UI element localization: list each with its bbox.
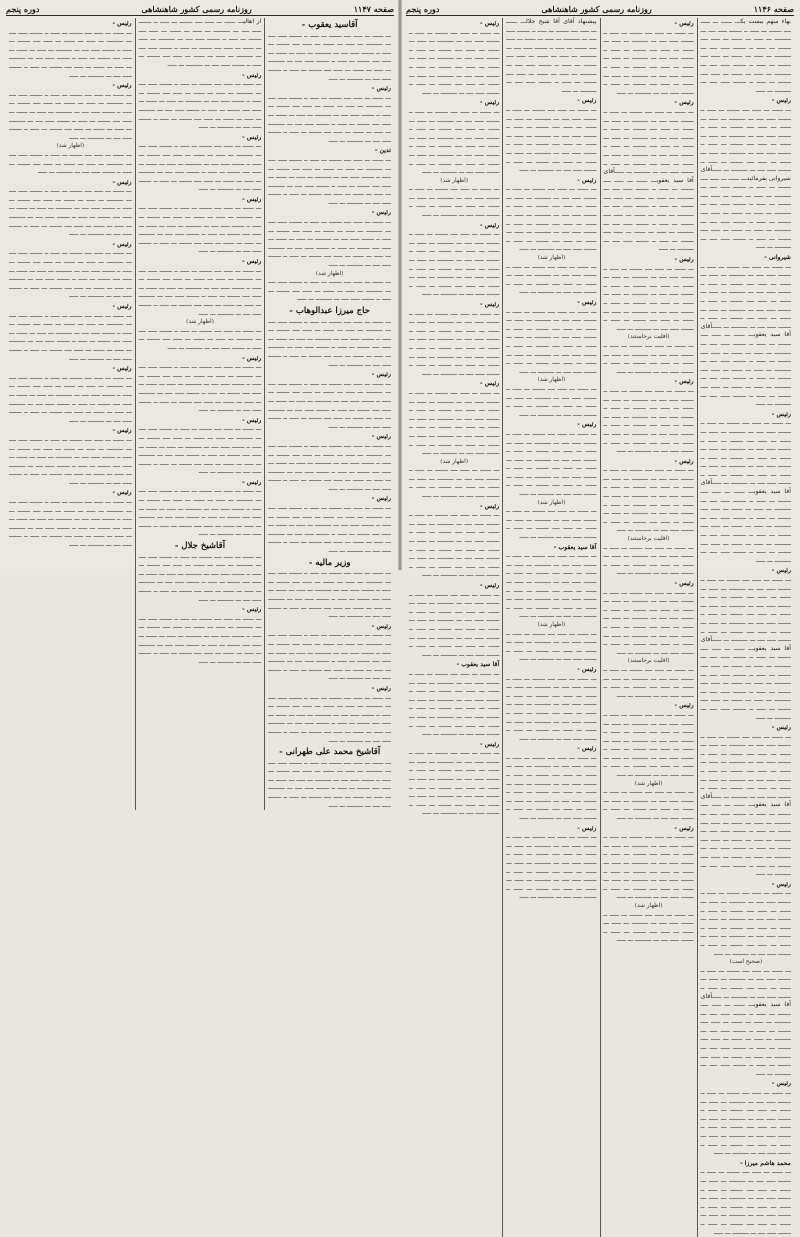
body-text: بهاء سهم بیست یک (740, 18, 791, 25)
speaker-label: محمد هاشم میرزا - (740, 1159, 791, 1167)
body-text-lines: ـــ ــــــ ـــ ـــــ ــــ ـــــــ ـــ ـــــ ــ ـــــــ ـــــ ــــ ـــ ـــــــــ ـــ ـــــ ـــ ــــــ ـــ ـــــ ــــ ـــــــ ـــ ـــــ ــ ـــــــ ـــــ ــــ ـــ ـــــــــ ـــ ـــــ ـــ ــــــ ـــ ـــــ ــــ ـــــــ ـــ ـــــ ــ ـــــــ ـــــ ــــ ـــ ـــــــــ ـــ ـــــ ـــ ــــــ ـــ ـــــ ــــ ـــــــ ـــ ـــــ ــ ـــــــ ـــــ ــــ ـــ ـــــــــ ـــ ـــــ (8, 311, 132, 362)
body-text-lines: ـــ ــــــ ـــ ـــــ ــــ ـــــــ ـــ ـــــ ــ ـــــــ ـــــ ــــ ـــ ـــــــــ ـــ ـــــ ـــ ــــــ ـــ ـــــ ــــ ـــــــ ـــ ـــــ ــ ـــــــ ـــــ ــــ ـــ ـــــــــ ـــ ـــــ ـــ ــــــ ـــ ـــــ ــــ ـــــــ ـــ ـــــ ــ ـــــــ ـــــ ــــ ـــ ـــــــــ ـــ ـــــ ـــ ــــــ ـــ ـــــ ــــ ـــــــ ـــ ـــــ ــ ـــــــ ـــــ ــــ ـــ ـــــــــ ـــ ـــــ (8, 373, 132, 424)
body-text-lines: ـــ ــــــ ـــ ـــــ ــــ ـــــــ ـــ ـــــ ــ ـــــــ ـــــ ــــ ـــ ـــــــــ ـــ ـــــ ـــ ــــــ ـــ ـــــ ــــ ـــــــ ـــ ـــــ ــ ـــــــ ـــــ ــــ ـــ ـــــــــ ـــ ـــــ (268, 278, 391, 303)
body-text-lines: ـــ ــــــ ـــ ـــــ ــــ ـــــــ ـــ ـــــ ــ ـــــــ ـــــ ــــ ـــ ـــــــــ ـــ ـــــ ـــ ــــــ ـــ ـــــ ــــ ـــــــ ـــ ـــــ ــ ـــــــ ـــــ ــــ ـــ ـــــــــ ـــ ـــــ ـــ ــــــ ـــ ـــــ ــــ ـــــــ ـــ ـــــ ــ ـــــــ ـــــ ــــ ـــ ـــــــــ ـــ ـــــ ـــ ــــــ ـــ ـــــ ــــ ـــــــ ـــ ـــــ ــ ـــــــ ـــــ ــــ ـــ ـــــــــ ـــ ـــــ (138, 18, 262, 68)
right-page-header (406, 4, 794, 16)
speaker-label: رئیس - (771, 97, 791, 105)
speaker-label: رئیس - (242, 478, 262, 486)
stage-note: (اظهار شد) (537, 499, 566, 506)
body-text-lines: ـــ ــــــ ـــ ـــــ ــــ ـــــــ ـــ ـــــ ــ ـــــــ ـــــ ــــ ـــ ـــــــــ ـــ ـــــ ـــ ــــــ ـــ ـــــ ــــ ـــــــ ـــ ـــــ ــ ـــــــ ـــــ ــــ ـــ ـــــــــ ـــ ـــــ ـــ ــــــ ـــ ـــــ ــــ ـــــــ ـــ ـــــ ــ ـــــــ ـــــ ــــ ـــ ـــــــــ ـــ ـــــ ـــ ــــــ ـــ ـــــ ــــ ـــــــ ـــ ـــــ ــ ـــــــ ـــــ ــــ ـــ ـــــــــ ـــ ـــــ (268, 569, 391, 620)
speaker-label: رئیس - (371, 371, 391, 379)
body-text-lines: ـــ ــــــ ـــ ـــــ ــــ ـــــــ ـــ ـــــ ــ ـــــــ ـــــ ــــ ـــ ـــــــــ ـــ ـــــ ـــ ــــــ ـــ ـــــ ــــ ـــــــ ـــ ـــــ ــ ـــــــ ـــــ ــــ ـــ ـــــــــ ـــ ـــــ ـــ ــــــ ـــ ـــــ ــــ ـــــــ ـــ ـــــ ــ ـــــــ ـــــ ــــ ـــ ـــــــــ ـــ ـــــ ـــ ــــــ ـــ ـــــ ــــ ـــــــ ـــ ـــــ ــ ـــــــ ـــــ ــــ ـــ ـــــــــ ـــ ـــــ (138, 80, 262, 131)
left-page-columns (6, 18, 394, 810)
stage-note: (اظهار شد) (634, 902, 663, 909)
speaker-label: رئیس - (112, 303, 132, 310)
body-text: آقای شیروانی بفرمائید (700, 166, 791, 182)
body-text-lines: ـــ ــــــ ـــ ـــــ ــــ ـــــــ ـــ ـــــ ــ ـــــــ ـــــ ــــ ـــ ـــــــــ ـــ ـــــ ـــ ــــــ ـــ ـــــ ــــ ـــــــ ـــ ـــــ ــ ـــــــ ـــــ ــــ ـــ ـــــــــ ـــ ـــــ ـــ ــــــ ـــ ـــــ ــــ ـــــــ ـــ ـــــ ــ ـــــــ ـــــ ــــ ـــ ـــــــــ ـــ ـــــ ـــ ــــــ ـــ ـــــ ــــ ـــــــ ـــ ـــــ ــ ـــــــ ـــــ ــــ ـــ ـــــــــ ـــ ـــــ (268, 31, 391, 82)
left-page-column (264, 18, 394, 810)
body-text-lines: ـــ ــــــ ـــ ـــــ ــــ ـــــــ ـــ ـــــ ــ ـــــــ ـــــ ــــ ـــ ـــــــــ ـــ ـــــ ـــ ــــــ ـــ ـــــ ــــ ـــــــ ـــ ـــــ ــ ـــــــ ـــــ ــــ ـــ ـــــــــ ـــ ـــــ ـــ ــــــ ـــ ـــــ ــــ ـــــــ ـــ ـــــ ــ ـــــــ ـــــ ــــ ـــ ـــــــــ ـــ ـــــ ـــ ــــــ ـــ ـــــ ــــ ـــــــ ـــ ـــــ ــ ـــــــ ـــــ ــــ ـــ ـــــــــ ـــ ـــــ (506, 753, 597, 822)
body-text-lines: ـــ ــــــ ـــ ـــــ ــــ ـــــــ ـــ ـــــ ــ ـــــــ ـــــ ــــ ـــ ـــــــــ ـــ ـــــ ـــ ــــــ ـــ ـــــ ــــ ـــــــ ـــ ـــــ ــ ـــــــ ـــــ ــــ ـــ ـــــــــ ـــ ـــــ ـــ ــــــ ـــ ـــــ ــــ ـــــــ ـــ ـــــ ــ ـــــــ ـــــ ــــ ـــ ـــــــــ ـــ ـــــ ـــ ــــــ ـــ ـــــ ــــ ـــــــ ـــ ـــــ ــ ـــــــ ـــــ ــــ ـــ ـــــــــ ـــ ـــــ (138, 204, 262, 255)
body-text-lines: ـــ ــــــ ـــ ـــــ ــــ ـــــــ ـــ ـــــ ــ ـــــــ ـــــ ــــ ـــ ـــــــــ ـــ ـــــ ـــ ــــــ ـــ ـــــ ــــ ـــــــ ـــ ـــــ ــ ـــــــ ـــــ ــــ ـــ ـــــــــ ـــ ـــــ ـــ ــــــ ـــ ـــــ ــــ ـــــــ ـــ ـــــ ــ ـــــــ ـــــ ــــ ـــ ـــــــــ ـــ ـــــ ـــ ــــــ ـــ ـــــ ــــ ـــــــ ـــ ـــــ ــ ـــــــ ـــــ ــــ ـــ ـــــــــ ـــ ـــــ (409, 749, 500, 817)
speaker-label: رئیس - (480, 301, 500, 308)
right-page-columns (406, 18, 794, 1237)
speaker-label: رئیس - (480, 502, 500, 510)
speaker-label: رئیس - (771, 1080, 791, 1088)
body-text-lines: ـــ ــــــ ـــ ـــــ ــــ ـــــــ ـــ ـــــ ــ ـــــــ ـــــ ــــ ـــ ـــــــــ ـــ ـــــ ـــ ــــــ ـــ ـــــ ــــ ـــــــ ـــ ـــــ ــ ـــــــ ـــــ ــــ ـــ ـــــــــ ـــ ـــــ ـــ ــــــ ـــ ـــــ ــــ ـــــــ ـــ ـــــ ــ ـــــــ ـــــ ــــ ـــ ـــــــــ ـــ ـــــ ـــ ــــــ ـــ ـــــ ــــ ـــــــ ـــ ـــــ ــ ـــــــ ـــــ ــــ ـــ ـــــــــ ـــ ـــــ (268, 155, 391, 206)
stage-note: (اظهار شد) (537, 621, 566, 628)
body-text-lines: ـــ ــــــ ـــ ـــــ ــــ ـــــــ ـــ ـــــ ــ ـــــــ ـــــ ــــ ـــ ـــــــــ ـــ ـــــ ـــ ــــــ ـــ ـــــ ــــ ـــــــ ـــ ـــــ ــ ـــــــ ـــــ ــــ ـــ ـــــــــ ـــ ـــــ ـــ ــــــ ـــ ـــــ ــــ ـــــــ ـــ ـــــ ــ ـــــــ ـــــ ــــ ـــ ـــــــــ ـــ ـــــ ـــ ــــــ ـــ ـــــ ــــ ـــــــ ـــ ـــــ ــ ـــــــ ـــــ ــــ ـــ ـــــــــ ـــ ـــــ (268, 693, 391, 744)
body-text-lines: ـــ ــــــ ـــ ـــــ ــــ ـــــــ ـــ ـــــ ــ ـــــــ ـــــ ــــ ـــ ـــــــــ ـــ ـــــ ـــ ــــــ ـــ ـــــ ــــ ـــــــ ـــ ـــــ ــ ـــــــ ـــــ ــــ ـــ ـــــــــ ـــ ـــــ ـــ ــــــ ـــ ـــــ ــــ ـــــــ ـــ ـــــ ــ ـــــــ ـــــ ــــ ـــ ـــــــــ ـــ ـــــ ـــ ــــــ ـــ ـــــ ــــ ـــــــ ـــ ـــــ ــ ـــــــ ـــــ ــــ ـــ ـــــــــ ـــ ـــــ (268, 504, 391, 555)
body-text-lines: ـــ ــــــ ـــ ـــــ ــــ ـــــــ ـــ ـــــ ــ ـــــــ ـــــ ــــ ـــ ـــــــــ ـــ ـــــ ـــ ــــــ ـــ ـــــ ــــ ـــــــ ـــ ـــــ ــ ـــــــ ـــــ ــــ ـــ ـــــــــ ـــ ـــــ ـــ ــــــ ـــ ـــــ ــــ ـــــــ ـــ ـــــ ــ ـــــــ ـــــ ــــ ـــ ـــــــــ ـــ ـــــ ـــ ــــــ ـــ ـــــ ــــ ـــــــ ـــ ـــــ ــ ـــــــ ـــــ ــــ ـــ ـــــــــ ـــ ـــــ (268, 218, 391, 269)
body-text-lines: ـــ ــــــ ـــ ـــــ ــــ ـــــــ ـــ ـــــ ــ ـــــــ ـــــ ــــ ـــ ـــــــــ ـــ ـــــ ـــ ــــــ ـــ ـــــ ــــ ـــــــ ـــ ـــــ ــ ـــــــ ـــــ ــــ ـــ ـــــــــ ـــ ـــــ ـــ ــــــ ـــ ـــــ ــــ ـــــــ ـــ ـــــ ــ ـــــــ ـــــ ــــ ـــ ـــــــــ ـــ ـــــ ـــ ــــــ ـــ ـــــ ــــ ـــــــ ـــ ـــــ ــ ـــــــ ـــــ ــــ ـــ ـــــــــ ـــ ـــــ (700, 576, 791, 644)
stage-note: (اقلیت برخاستند) (627, 658, 670, 665)
body-text-lines: ـــ ــــــ ـــ ـــــ ــــ ـــــــ ـــ ـــــ ــ ـــــــ ـــــ ــــ ـــ ـــــــــ ـــ ـــــ ـــ ــــــ ـــ ـــــ ــــ ـــــــ ـــ ـــــ ــ ـــــــ ـــــ ــــ ـــ ـــــــــ ـــ ـــــ ـــ ــــــ ـــ ـــــ ــــ ـــــــ ـــ ـــــ ــ ـــــــ ـــــ ــــ ـــ ـــــــــ ـــ ـــــ ـــ ــــــ ـــ ـــــ ــــ ـــــــ ـــ ـــــ ــ ـــــــ ـــــ ــــ ـــ ـــــــــ ـــ ـــــ (8, 435, 132, 486)
body-text-lines: ـــ ــــــ ـــ ـــــ ــــ ـــــــ ـــ ـــــ ــ ـــــــ ـــــ ــــ ـــ ـــــــــ ـــ ـــــ ـــ ــــــ ـــ ـــــ ــــ ـــــــ ـــ ـــــ ــ ـــــــ ـــــ ــــ ـــ ـــــــــ ـــ ـــــ ـــ ــــــ ـــ ـــــ ــــ ـــــــ ـــ ـــــ ــ ـــــــ ـــــ ــــ ـــ ـــــــــ ـــ ـــــ ـــ ــــــ ـــ ـــــ ــــ ـــــــ ـــ ـــــ ــ ـــــــ ـــــ ــــ ـــ ـــــــــ ـــ ـــــ (506, 674, 597, 742)
stage-note: (اقلیت برخاستند) (627, 334, 670, 341)
body-text: آقای آقا سید یعقوب (700, 322, 791, 339)
body-text-lines: ـــ ــــــ ـــ ـــــ ــــ ـــــــ ـــ ـــــ ــ ـــــــ ـــــ ــــ ـــ ـــــــــ ـــ ـــــ ـــ ــــــ ـــ ـــــ ــــ ـــــــ ـــ ـــــ ــ ـــــــ ـــــ ــــ ـــ ـــــــــ ـــ ـــــ (603, 665, 694, 699)
body-text-lines: ـــ ــــــ ـــ ـــــ ــــ ـــــــ ـــ ـــــ ــ ـــــــ ـــــ ــــ ـــ ـــــــــ ـــ ـــــ ـــ ــــــ ـــ ـــــ ــــ ـــــــ ـــ ـــــ ــ ـــــــ ـــــ ــــ ـــ ـــــــــ ـــ ـــــ ـــ ــــــ ـــ ـــــ ــــ ـــــــ ـــ ـــــ ــ ـــــــ ـــــ ــــ ـــ ـــــــــ ـــ ـــــ ـــ ــــــ ـــ ـــــ ــــ ـــــــ ـــ ـــــ ــ ـــــــ ـــــ ــــ ـــ ـــــــــ ـــ ـــــ (506, 307, 597, 375)
stage-note: (صحیح است) (729, 959, 763, 966)
speaker-label: تدین - (374, 147, 391, 155)
body-text-lines: ـــ ــــــ ـــ ـــــ ــــ ـــــــ ـــ ـــــ ــ ـــــــ ـــــ ــــ ـــ ـــــــــ ـــ ـــــ ـــ ــــــ ـــ ـــــ ــــ ـــــــ ـــ ـــــ ــ ـــــــ ـــــ ــــ ـــ ـــــــــ ـــ ـــــ ـــ ــــــ ـــ ـــــ ــــ ـــــــ ـــ ـــــ ــ ـــــــ ـــــ ــــ ـــ ـــــــــ ـــ ـــــ ـــ ــــــ ـــ ـــــ ــــ ـــــــ ـــ ـــــ ــ ـــــــ ـــــ ــــ ـــ ـــــــــ ـــ ـــــ (506, 833, 597, 901)
left-page-column (6, 18, 135, 810)
right-page-number: صفحه ۱۱۴۶ (753, 4, 794, 14)
body-text-lines: ـــ ــــــ ـــ ـــــ ــــ ـــــــ ـــ ـــــ ــ ـــــــ ـــــ ــــ ـــ ـــــــــ ـــ ـــــ ـــ ــــــ ـــ ـــــ ــــ ـــــــ ـــ ـــــ ــ ـــــــ ـــــ ــــ ـــ ـــــــــ ـــ ـــــ ـــ ــــــ ـــ ـــــ ــــ ـــــــ ـــ ـــــ ــ ـــــــ ـــــ ــــ ـــ ـــــــــ ـــ ـــــ ـــ ــــــ ـــ ـــــ ــــ ـــــــ ـــ ـــــ ــ ـــــــ ـــــ ــــ ـــ ـــــــــ ـــ ـــــ (700, 1001, 791, 1077)
speaker-label: رئیس - (674, 20, 694, 27)
speaker-label: رئیس - (480, 740, 500, 748)
speaker-label: رئیس - (577, 745, 597, 753)
body-text-lines: ـــ ــــــ ـــ ـــــ ــــ ـــــــ ـــ ـــــ ــ ـــــــ ـــــ ــــ ـــ ـــــــــ ـــ ـــــ ـــ ــــــ ـــ ـــــ ــــ ـــــــ ـــ ـــــ ــ ـــــــ ـــــ ــــ ـــ ـــــــــ ـــ ـــــ (700, 966, 791, 1000)
body-text-lines: ـــ ــــــ ـــ ـــــ ــــ ـــــــ ـــ ـــــ ــ ـــــــ ـــــ ــــ ـــ ـــــــــ ـــ ـــــ ـــ ــــــ ـــ ـــــ ــــ ـــــــ ـــ ـــــ ــ ـــــــ ـــــ ــــ ـــ ـــــــــ ـــ ـــــ ـــ ــــــ ـــ ـــــ ــــ ـــــــ ـــ ـــــ ــ ـــــــ ـــــ ــــ ـــ ـــــــــ ـــ ـــــ ـــ ــــــ ـــ ـــــ ــــ ـــــــ ـــ ـــــ ــ ـــــــ ـــــ ــــ ـــ ـــــــــ ـــ ـــــ (506, 185, 597, 253)
section-heading: آقاشیخ محمد علی طهرانی - (279, 747, 381, 758)
body-text-lines: ـــ ــــــ ـــ ـــــ ــــ ـــــــ ـــ ـــــ ــ ـــــــ ـــــ ــــ ـــ ـــــــــ ـــ ـــــ ـــ ــــــ ـــ ـــــ ــــ ـــــــ ـــ ـــــ ــ ـــــــ ـــــ ــــ ـــ ـــــــــ ـــ ـــــ ـــ ــــــ ـــ ـــــ ــــ ـــــــ ـــ ـــــ ــ ـــــــ ـــــ ــــ ـــ ـــــــــ ـــ ـــــ ـــ ــــــ ـــ ـــــ ــــ ـــــــ ـــ ـــــ ــ ـــــــ ـــــ ــــ ـــ ـــــــــ ـــ ـــــ (603, 710, 694, 779)
stage-note: (اظهار شد) (56, 143, 85, 150)
section-heading: وزیر مالیه - (308, 557, 351, 568)
speaker-label: رئیس - (112, 82, 132, 90)
left-page-session: دوره پنجم (6, 4, 40, 14)
body-text-lines: ـــ ــــــ ـــ ـــــ ــــ ـــــــ ـــ ـــــ ــ ـــــــ ـــــ ــــ ـــ ـــــــــ ـــ ـــــ ـــ ــــــ ـــ ـــــ ــــ ـــــــ ـــ ـــــ ــ ـــــــ ـــــ ــــ ـــ ـــــــــ ـــ ـــــ ـــ ــــــ ـــ ـــــ ــــ ـــــــ ـــ ـــــ ــ ـــــــ ـــــ ــــ ـــ ـــــــــ ـــ ـــــ ـــ ــــــ ـــ ـــــ ــــ ـــــــ ـــ ـــــ ــ ـــــــ ـــــ ــــ ـــ ـــــــــ ـــ ـــــ (700, 801, 791, 878)
body-text-lines: ـــ ــــــ ـــ ـــــ ــــ ـــــــ ـــ ـــــ ــ ـــــــ ـــــ ــــ ـــ ـــــــــ ـــ ـــــ ـــ ــــــ ـــ ـــــ ــــ ـــــــ ـــ ـــــ ــ ـــــــ ـــــ ــــ ـــ ـــــــــ ـــ ـــــ ـــ ــــــ ـــ ـــــ ــــ ـــــــ ـــ ـــــ ــ ـــــــ ـــــ ــــ ـــ ـــــــــ ـــ ـــــ ـــ ــــــ ـــ ـــــ ــــ ـــــــ ـــ ـــــ ــ ـــــــ ـــــ ــــ ـــ ـــــــــ ـــ ـــــ (409, 388, 500, 457)
speaker-label: رئیس - (480, 582, 500, 589)
body-text-lines: ـــ ــــــ ـــ ـــــ ــــ ـــــــ ـــ ـــــ ــ ـــــــ ـــــ ــــ ـــ ـــــــــ ـــ ـــــ ـــ ــــــ ـــ ـــــ ــــ ـــــــ ـــ ـــــ ــ ـــــــ ـــــ ــــ ـــ ـــــــــ ـــ ـــــ ـــ ــــــ ـــ ـــــ ــــ ـــــــ ـــ ـــــ ــ ـــــــ ـــــ ــــ ـــ ـــــــــ ـــ ـــــ ـــ ــــــ ـــ ـــــ ــــ ـــــــ ـــ ـــــ ــ ـــــــ ـــــ ــــ ـــ ـــــــــ ـــ ـــــ (8, 187, 132, 238)
speaker-label: رئیس - (371, 209, 391, 217)
body-text-lines: ـــ ــــــ ـــ ـــــ ــــ ـــــــ ـــ ـــــ ــ ـــــــ ـــــ ــــ ـــ ـــــــــ ـــ ـــــ ـــ ــــــ ـــ ـــــ ــــ ـــــــ ـــ ـــــ ــ ـــــــ ـــــ ــــ ـــ ـــــــــ ـــ ـــــ ـــ ــــــ ـــ ـــــ ــــ ـــــــ ـــ ـــــ ــ ـــــــ ـــــ ــــ ـــ ـــــــــ ـــ ـــــ ـــ ــــــ ـــ ـــــ ــــ ـــــــ ـــ ـــــ ــ ـــــــ ـــــ ــــ ـــ ـــــــــ ـــ ـــــ (138, 552, 262, 603)
speaker-label: رئیس - (674, 256, 694, 264)
body-text-lines: ـــ ــــــ ـــ ـــــ ــــ ـــــــ ـــ ـــــ ــ ـــــــ ـــــ ــــ ـــ ـــــــــ ـــ ـــــ ـــ ــــــ ـــ ـــــ ــــ ـــــــ ـــ ـــــ ــ ـــــــ ـــــ ــــ ـــ ـــــــــ ـــ ـــــ ـــ ــــــ ـــ ـــــ ــــ ـــــــ ـــ ـــــ ــ ـــــــ ـــــ ــــ ـــ ـــــــــ ـــ ـــــ ـــ ــــــ ـــ ـــــ ــــ ـــــــ ـــ ـــــ ــ ـــــــ ـــــ ــــ ـــ ـــــــــ ـــ ـــــ (603, 176, 694, 253)
body-text-lines: ـــ ــــــ ـــ ـــــ ــــ ـــــــ ـــ ـــــ ــ ـــــــ ـــــ ــــ ـــ ـــــــــ ـــ ـــــ ـــ ــــــ ـــ ـــــ ــــ ـــــــ ـــ ـــــ ــ ـــــــ ـــــ ــــ ـــ ـــــــــ ـــ ـــــ ـــ ــــــ ـــ ـــــ ــــ ـــــــ ـــ ـــــ ــ ـــــــ ـــــ ــــ ـــ ـــــــــ ـــ ـــــ ـــ ــــــ ـــ ـــــ ــــ ـــــــ ـــ ـــــ ــ ـــــــ ـــــ ــــ ـــ ـــــــــ ـــ ـــــ (268, 631, 391, 682)
right-page-column (600, 18, 697, 1237)
body-text-lines: ـــ ــــــ ـــ ـــــ ــــ ـــــــ ـــ ـــــ ــ ـــــــ ـــــ ــــ ـــ ـــــــــ ـــ ـــــ ـــ ــــــ ـــ ـــــ ــــ ـــــــ ـــ ـــــ ــ ـــــــ ـــــ ــــ ـــ ـــــــــ ـــ ـــــ ـــ ــــــ ـــ ـــــ ــــ ـــــــ ـــ ـــــ ــ ـــــــ ـــــ ــــ ـــ ـــــــــ ـــ ـــــ ـــ ــــــ ـــ ـــــ ــــ ـــــــ ـــ ـــــ ــ ـــــــ ـــــ ــــ ـــ ـــــــــ ـــ ـــــ (138, 142, 262, 193)
body-text-lines: ـــ ــــــ ـــ ـــــ ــــ ـــــــ ـــ ـــــ ــ ـــــــ ـــــ ــــ ـــ ـــــــــ ـــ ـــــ ـــ ــــــ ـــ ـــــ ــــ ـــــــ ـــ ـــــ ــ ـــــــ ـــــ ــــ ـــ ـــــــــ ـــ ـــــ ـــ ــــــ ـــ ـــــ ــــ ـــــــ ـــ ـــــ ــ ـــــــ ـــــ ــــ ـــ ـــــــــ ـــ ـــــ ـــ ــــــ ـــ ـــــ ــــ ـــــــ ـــ ـــــ ــ ـــــــ ـــــ ــــ ـــ ـــــــــ ـــ ـــــ (268, 379, 391, 430)
body-text-lines: ـــ ــــــ ـــ ـــــ ــــ ـــــــ ـــ ـــــ ــ ـــــــ ـــــ ــــ ـــ ـــــــــ ـــ ـــــ ـــ ــــــ ـــ ـــــ ــــ ـــــــ ـــ ـــــ ــ ـــــــ ـــــ ــــ ـــ ـــــــــ ـــ ـــــ ـــ ــــــ ـــ ـــــ ــــ ـــــــ ـــ ـــــ ــ ـــــــ ـــــ ــــ ـــ ـــــــــ ـــ ـــــ ـــ ــــــ ـــ ـــــ ــــ ـــــــ ـــ ـــــ ــ ـــــــ ـــــ ــــ ـــ ـــــــــ ـــ ـــــ (700, 1089, 791, 1157)
speaker-label: رئیس - (242, 354, 262, 362)
speaker-label: رئیس - (674, 580, 694, 587)
body-text: پیشنهاد آقای آقا شیخ جلال (525, 18, 597, 25)
speaker-label: رئیس - (112, 489, 132, 497)
speaker-label: رئیس - (242, 416, 262, 424)
body-text-lines: ـــ ــــــ ـــ ـــــ ــــ ـــــــ ـــ ـــــ ــ ـــــــ ـــــ ــــ ـــ ـــــــــ ـــ ـــــ ـــ ــــــ ـــ ـــــ ــــ ـــــــ ـــ ـــــ ــ ـــــــ ـــــ ــــ ـــ ـــــــــ ـــ ـــــ (8, 150, 132, 176)
speaker-label: رئیس - (674, 99, 694, 107)
speaker-label: رئیس - (771, 410, 791, 418)
body-text: آقای آقا سید یعقوب (700, 792, 791, 809)
body-text-lines: ـــ ــــــ ـــ ـــــ ــــ ـــــــ ـــ ـــــ ــ ـــــــ ـــــ ــــ ـــ ـــــــــ ـــ ـــــ ـــ ــــــ ـــ ـــــ ــــ ـــــــ ـــ ـــــ ــ ـــــــ ـــــ ــــ ـــ ـــــــــ ـــ ـــــ ـــ ــــــ ـــ ـــــ ــــ ـــــــ ـــ ـــــ ــ ـــــــ ـــــ ــــ ـــ ـــــــــ ـــ ـــــ ـــ ــــــ ـــ ـــــ ــــ ـــــــ ـــ ـــــ ــ ـــــــ ـــــ ــــ ـــ ـــــــــ ـــ ـــــ (268, 441, 391, 492)
body-text-lines: ـــ ــــــ ـــ ـــــ ــــ ـــــــ ـــ ـــــ ــ ـــــــ ـــــ ــــ ـــ ـــــــــ ـــ ـــــ ـــ ــــــ ـــ ـــــ ــــ ـــــــ ـــ ـــــ ــ ـــــــ ـــــ ــــ ـــ ـــــــــ ـــ ـــــ ـــ ــــــ ـــ ـــــ ــــ ـــــــ ـــ ـــــ ــ ـــــــ ـــــ ــــ ـــ ـــــــــ ـــ ـــــ ـــ ــــــ ـــ ـــــ ــــ ـــــــ ـــ ـــــ ــ ـــــــ ـــــ ــــ ـــ ـــــــــ ـــ ـــــ (700, 18, 791, 94)
body-text-lines: ـــ ــــــ ـــ ـــــ ــــ ـــــــ ـــ ـــــ ــ ـــــــ ـــــ ــــ ـــ ـــــــــ ـــ ـــــ ـــ ــــــ ـــ ـــــ ــــ ـــــــ ـــ ـــــ ــ ـــــــ ـــــ ــــ ـــ ـــــــــ ـــ ـــــ ـــ ــــــ ـــ ـــــ ــــ ـــــــ ـــ ـــــ ــ ـــــــ ـــــ ــــ ـــ ـــــــــ ـــ ـــــ ـــ ــــــ ـــ ـــــ ــــ ـــــــ ـــ ـــــ ــ ـــــــ ـــــ ــــ ـــ ـــــــــ ـــ ـــــ (409, 309, 500, 377)
stage-note: (اقلیت برخاستند) (627, 536, 670, 543)
speaker-label: رئیس - (371, 495, 391, 503)
speaker-label: رئیس - (674, 378, 694, 386)
speaker-label: آقا سید یعقوب - (456, 661, 500, 669)
body-text-lines: ـــ ــــــ ـــ ـــــ ــــ ـــــــ ـــ ـــــ ــ ـــــــ ـــــ ــــ ـــ ـــــــــ ـــ ـــــ ـــ ــــــ ـــ ـــــ ــــ ـــــــ ـــ ـــــ ــ ـــــــ ـــــ ــــ ـــ ـــــــــ ـــ ـــــ ـــ ــــــ ـــ ـــــ ــــ ـــــــ ـــ ـــــ ــ ـــــــ ـــــ ــــ ـــ ـــــــــ ـــ ـــــ ـــ ــــــ ـــ ـــــ ــــ ـــــــ ـــ ـــــ ــ ـــــــ ـــــ ــــ ـــ ـــــــــ ـــ ـــــ (700, 419, 791, 487)
body-text-lines: ـــ ــــــ ـــ ـــــ ــــ ـــــــ ـــ ـــــ ــ ـــــــ ـــــ ــــ ـــ ـــــــــ ـــ ـــــ ـــ ــــــ ـــ ـــــ ــــ ـــــــ ـــ ـــــ ــ ـــــــ ـــــ ــــ ـــ ـــــــــ ـــ ـــــ ـــ ــــــ ـــ ـــــ ــــ ـــــــ ـــ ـــــ ــ ـــــــ ـــــ ــــ ـــ ـــــــــ ـــ ـــــ ـــ ــــــ ـــ ـــــ ــــ ـــــــ ـــ ـــــ ــ ـــــــ ـــــ ــــ ـــ ـــــــــ ـــ ـــــ (8, 90, 132, 141)
speaker-label: رئیس - (577, 176, 597, 184)
speaker-label: رئیس - (112, 427, 132, 435)
body-text-lines: ـــ ــــــ ـــ ـــــ ــــ ـــــــ ـــ ـــــ ــ ـــــــ ـــــ ــــ ـــ ـــــــــ ـــ ـــــ ـــ ــــــ ـــ ـــــ ــــ ـــــــ ـــ ـــــ ــ ـــــــ ـــــ ــــ ـــ ـــــــــ ـــ ـــــ ـــ ــــــ ـــ ـــــ ــــ ـــــــ ـــ ـــــ ــ ـــــــ ـــــ ــــ ـــ ـــــــــ ـــ ـــــ ـــ ــــــ ـــ ـــــ ــــ ـــــــ ـــ ـــــ ــ ـــــــ ـــــ ــــ ـــ ـــــــــ ـــ ـــــ (506, 429, 597, 498)
stage-note: (اظهار شد) (537, 377, 566, 384)
body-text: آقای آقا سید یعقوب (700, 992, 791, 1009)
speaker-label: رئیس - (242, 133, 262, 141)
body-text-lines: ـــ ــــــ ـــ ـــــ ــــ ـــــــ ـــ ـــــ ــ ـــــــ ـــــ ــــ ـــ ـــــــــ ـــ ـــــ ـــ ــــــ ـــ ـــــ ــــ ـــــــ ـــ ـــــ ــ ـــــــ ـــــ ــــ ـــ ـــــــــ ـــ ـــــ ـــ ــــــ ـــ ـــــ ــــ ـــــــ ـــ ـــــ ــ ـــــــ ـــــ ــــ ـــ ـــــــــ ـــ ـــــ ـــ ــــــ ـــ ـــــ ــــ ـــــــ ـــ ـــــ ــ ـــــــ ـــــ ــــ ـــ ـــــــــ ـــ ـــــ (138, 614, 262, 665)
left-page-masthead: روزنامه رسمی کشور شاهنشاهی (141, 4, 252, 14)
left-page-header (6, 4, 394, 16)
body-text-lines: ـــ ــــــ ـــ ـــــ ــــ ـــــــ ـــ ـــــ ــ ـــــــ ـــــ ــــ ـــ ـــــــــ ـــ ـــــ ـــ ــــــ ـــ ـــــ ــــ ـــــــ ـــ ـــــ ــ ـــــــ ـــــ ــــ ـــ ـــــــــ ـــ ـــــ ـــ ــــــ ـــ ـــــ ــــ ـــــــ ـــ ـــــ ــ ـــــــ ـــــ ــــ ـــ ـــــــــ ـــ ـــــ ـــ ــــــ ـــ ـــــ ــــ ـــــــ ـــ ـــــ ــ ـــــــ ـــــ ــــ ـــ ـــــــــ ـــ ـــــ (268, 758, 391, 809)
body-text-lines: ـــ ــــــ ـــ ـــــ ــــ ـــــــ ـــ ـــــ ــ ـــــــ ـــــ ــــ ـــ ـــــــــ ـــ ـــــ ـــ ــــــ ـــ ـــــ ــــ ـــــــ ـــ ـــــ ــ ـــــــ ـــــ ــــ ـــ ـــــــــ ـــ ـــــ (409, 185, 500, 219)
body-text-lines: ـــ ــــــ ـــ ـــــ ــــ ـــــــ ـــ ـــــ ــ ـــــــ ـــــ ــــ ـــ ـــــــــ ـــ ـــــ ـــ ــــــ ـــ ـــــ ــــ ـــــــ ـــ ـــــ ــ ـــــــ ـــــ ــــ ـــ ـــــــــ ـــ ـــــ ـــ ــــــ ـــ ـــــ ــــ ـــــــ ـــ ـــــ ــ ـــــــ ـــــ ــــ ـــ ـــــــــ ـــ ـــــ ـــ ــــــ ـــ ـــــ ــــ ـــــــ ـــ ـــــ ــ ـــــــ ـــــ ــــ ـــ ـــــــــ ـــ ـــــ (700, 105, 791, 174)
body-text-lines: ـــ ــــــ ـــ ـــــ ــــ ـــــــ ـــ ـــــ ــ ـــــــ ـــــ ــــ ـــ ـــــــــ ـــ ـــــ ـــ ــــــ ـــ ـــــ ــــ ـــــــ ـــ ـــــ ــ ـــــــ ـــــ ــــ ـــ ـــــــــ ـــ ـــــ (603, 341, 694, 375)
speaker-label: رئیس - (242, 258, 262, 266)
speaker-label: رئیس - (674, 702, 694, 710)
body-text-lines: ـــ ــــــ ـــ ـــــ ــــ ـــــــ ـــ ـــــ ــ ـــــــ ـــــ ــــ ـــ ـــــــــ ـــ ـــــ ـــ ــــــ ـــ ـــــ ــــ ـــــــ ـــ ـــــ ــ ـــــــ ـــــ ــــ ـــ ـــــــــ ـــ ـــــ ـــ ــــــ ـــ ـــــ ــــ ـــــــ ـــ ـــــ ــ ـــــــ ـــــ ــــ ـــ ـــــــــ ـــ ـــــ ـــ ــــــ ـــ ـــــ ــــ ـــــــ ـــ ـــــ ــ ـــــــ ـــــ ــــ ـــ ـــــــــ ـــ ـــــ (409, 511, 500, 579)
left-page-number: صفحه ۱۱۴۷ (353, 4, 394, 14)
speaker-label: رئیس - (577, 97, 597, 105)
stage-note: (اظهار شد) (537, 255, 566, 262)
stage-note: (اظهار شد) (440, 458, 468, 465)
right-page-column (406, 18, 502, 1237)
body-text-lines: ـــ ــــــ ـــ ـــــ ــــ ـــــــ ـــ ـــــ ــ ـــــــ ـــــ ــــ ـــ ـــــــــ ـــ ـــــ ـــ ــــــ ـــ ـــــ ــــ ـــــــ ـــ ـــــ ــ ـــــــ ـــــ ــــ ـــ ـــــــــ ـــ ـــــ ـــ ــــــ ـــ ـــــ ــــ ـــــــ ـــ ـــــ ــ ـــــــ ـــــ ــــ ـــ ـــــــــ ـــ ـــــ ـــ ــــــ ـــ ـــــ ــــ ـــــــ ـــ ـــــ ــ ـــــــ ـــــ ــــ ـــ ـــــــــ ـــ ـــــ (603, 833, 694, 901)
book-gutter (398, 0, 402, 570)
body-text-lines: ـــ ــــــ ـــ ـــــ ــــ ـــــــ ـــ ـــــ ــ ـــــــ ـــــ ــــ ـــ ـــــــــ ـــ ـــــ ـــ ــــــ ـــ ـــــ ــــ ـــــــ ـــ ـــــ ــ ـــــــ ـــــ ــــ ـــ ـــــــــ ـــ ـــــ ـــ ــــــ ـــ ـــــ ــــ ـــــــ ـــ ـــــ ــ ـــــــ ـــــ ــــ ـــ ـــــــــ ـــ ـــــ ـــ ــــــ ـــ ـــــ ــــ ـــــــ ـــ ـــــ ــ ـــــــ ـــــ ــــ ـــ ـــــــــ ـــ ـــــ (700, 262, 791, 330)
body-text-lines: ـــ ــــــ ـــ ـــــ ــــ ـــــــ ـــ ـــــ ــ ـــــــ ـــــ ــــ ـــ ـــــــــ ـــ ـــــ ـــ ــــــ ـــ ـــــ ــــ ـــــــ ـــ ـــــ ــ ـــــــ ـــــ ــــ ـــ ـــــــــ ـــ ـــــ ـــ ــــــ ـــ ـــــ ــــ ـــــــ ـــ ـــــ ــ ـــــــ ـــــ ــــ ـــ ـــــــــ ـــ ـــــ ـــ ــــــ ـــ ـــــ ــــ ـــــــ ـــ ـــــ ــ ـــــــ ـــــ ــــ ـــ ـــــــــ ـــ ـــــ (603, 466, 694, 534)
body-text-lines: ـــ ــــــ ـــ ـــــ ــــ ـــــــ ـــ ـــــ ــ ـــــــ ـــــ ــــ ـــ ـــــــــ ـــ ـــــ ـــ ــــــ ـــ ـــــ ــــ ـــــــ ـــ ـــــ ــ ـــــــ ـــــ ــــ ـــ ـــــــــ ـــ ـــــ ـــ ــــــ ـــ ـــــ ــــ ـــــــ ـــ ـــــ ــ ـــــــ ـــــ ــــ ـــ ـــــــــ ـــ ـــــ ـــ ــــــ ـــ ـــــ ــــ ـــــــ ـــ ـــــ ــ ـــــــ ـــــ ــــ ـــ ـــــــــ ـــ ـــــ (506, 105, 597, 174)
body-text-lines: ـــ ــــــ ـــ ـــــ ــــ ـــــــ ـــ ـــــ ــ ـــــــ ـــــ ــــ ـــ ـــــــــ ـــ ـــــ ـــ ــــــ ـــ ـــــ ــــ ـــــــ ـــ ـــــ ــ ـــــــ ـــــ ــــ ـــ ـــــــــ ـــ ـــــ (603, 910, 694, 944)
speaker-label: رئیس - (577, 421, 597, 429)
speaker-label: رئیس - (480, 380, 500, 388)
body-text-lines: ـــ ــــــ ـــ ـــــ ــــ ـــــــ ـــ ـــــ ــ ـــــــ ـــــ ــــ ـــ ـــــــــ ـــ ـــــ ـــ ــــــ ـــ ـــــ ــــ ـــــــ ـــ ـــــ ــ ـــــــ ـــــ ــــ ـــ ـــــــــ ـــ ـــــ ـــ ــــــ ـــ ـــــ ــــ ـــــــ ـــ ـــــ ــ ـــــــ ـــــ ــــ ـــ ـــــــــ ـــ ـــــ ـــ ــــــ ـــ ـــــ ــــ ـــــــ ـــ ـــــ ــ ـــــــ ـــــ ــــ ـــ ـــــــــ ـــ ـــــ (603, 28, 694, 96)
speaker-label: رئیس - (242, 71, 262, 79)
body-text-lines: ـــ ــــــ ـــ ـــــ ــــ ـــــــ ـــ ـــــ ــ ـــــــ ـــــ ــــ ـــ ـــــــــ ـــ ـــــ ـــ ــــــ ـــ ـــــ ــــ ـــــــ ـــ ـــــ ــ ـــــــ ـــــ ــــ ـــ ـــــــــ ـــ ـــــ ـــ ــــــ ـــ ـــــ ــــ ـــــــ ـــ ـــــ ــ ـــــــ ـــــ ــــ ـــ ـــــــــ ـــ ـــــ ـــ ــــــ ـــ ـــــ ــــ ـــــــ ـــ ـــــ ــ ـــــــ ـــــ ــــ ـــ ـــــــــ ـــ ـــــ (700, 889, 791, 957)
body-text-lines: ـــ ــــــ ـــ ـــــ ــــ ـــــــ ـــ ـــــ ــ ـــــــ ـــــ ــــ ـــ ـــــــــ ـــ ـــــ ـــ ــــــ ـــ ـــــ ــــ ـــــــ ـــ ـــــ ــ ـــــــ ـــــ ــــ ـــ ـــــــــ ـــ ـــــ (506, 384, 597, 418)
section-heading: آقاسید یعقوب - (301, 20, 358, 30)
speaker-label: رئیس - (242, 606, 262, 614)
body-text-lines: ـــ ــــــ ـــ ـــــ ــــ ـــــــ ـــ ـــــ ــ ـــــــ ـــــ ــــ ـــ ـــــــــ ـــ ـــــ ـــ ــــــ ـــ ـــــ ــــ ـــــــ ـــ ـــــ ــ ـــــــ ـــــ ــــ ـــ ـــــــــ ـــ ـــــ ـــ ــــــ ـــ ـــــ ــــ ـــــــ ـــ ـــــ ــ ـــــــ ـــــ ــــ ـــ ـــــــــ ـــ ـــــ ـــ ــــــ ـــ ـــــ ــــ ـــــــ ـــ ـــــ ــ ـــــــ ـــــ ــــ ـــ ـــــــــ ـــ ـــــ (138, 363, 262, 414)
body-text-lines: ـــ ــــــ ـــ ـــــ ــــ ـــــــ ـــ ـــــ ــ ـــــــ ـــــ ــــ ـــ ـــــــــ ـــ ـــــ ـــ ــــــ ـــ ـــــ ــــ ـــــــ ـــ ـــــ ــ ـــــــ ـــــ ــــ ـــ ـــــــــ ـــ ـــــ (138, 326, 262, 351)
speaker-label: رئیس - (371, 85, 391, 93)
speaker-label: رئیس - (112, 240, 132, 248)
stage-note: (اظهار شد) (186, 319, 214, 326)
speaker-label: رئیس - (771, 880, 791, 888)
body-text-lines: ـــ ــــــ ـــ ـــــ ــــ ـــــــ ـــ ـــــ ــ ـــــــ ـــــ ــــ ـــ ـــــــــ ـــ ـــــ ـــ ــــــ ـــ ـــــ ــــ ـــــــ ـــ ـــــ ــ ـــــــ ـــــ ــــ ـــ ـــــــــ ـــ ـــــ ـــ ــــــ ـــ ـــــ ــــ ـــــــ ـــ ـــــ ــ ـــــــ ـــــ ــــ ـــ ـــــــــ ـــ ـــــ ـــ ــــــ ـــ ـــــ ــــ ـــــــ ـــ ـــــ ــ ـــــــ ـــــ ــــ ـــ ـــــــــ ـــ ـــــ (8, 28, 132, 79)
body-text-lines: ـــ ــــــ ـــ ـــــ ــــ ـــــــ ـــ ـــــ ــ ـــــــ ـــــ ــــ ـــ ـــــــــ ـــ ـــــ ـــ ــــــ ـــ ـــــ ــــ ـــــــ ـــ ـــــ ــ ـــــــ ـــــ ــــ ـــ ـــــــــ ـــ ـــــ ـــ ــــــ ـــ ـــــ ــــ ـــــــ ـــ ـــــ ــ ـــــــ ـــــ ــــ ـــ ـــــــــ ـــ ـــــ ـــ ــــــ ـــ ـــــ ــــ ـــــــ ـــ ـــــ ــ ـــــــ ـــــ ــــ ـــ ـــــــــ ـــ ـــــ (138, 266, 262, 317)
body-text-lines: ـــ ــــــ ـــ ـــــ ــــ ـــــــ ـــ ـــــ ــ ـــــــ ـــــ ــــ ـــ ـــــــــ ـــ ـــــ ـــ ــــــ ـــ ـــــ ــــ ـــــــ ـــ ـــــ ــ ـــــــ ـــــ ــــ ـــ ـــــــــ ـــ ـــــ ـــ ــــــ ـــ ـــــ ــــ ـــــــ ـــ ـــــ ــ ـــــــ ـــــ ــــ ـــ ـــــــــ ـــ ـــــ ـــ ــــــ ـــ ـــــ ــــ ـــــــ ـــ ـــــ ــ ـــــــ ـــــ ــــ ـــ ـــــــــ ـــ ـــــ (268, 93, 391, 144)
left-page-column (135, 18, 265, 810)
speaker-label: رئیس - (674, 457, 694, 465)
body-text-lines: ـــ ــــــ ـــ ـــــ ــــ ـــــــ ـــ ـــــ ــ ـــــــ ـــــ ــــ ـــ ـــــــــ ـــ ـــــ ـــ ــــــ ـــ ـــــ ــــ ـــــــ ـــ ـــــ ــ ـــــــ ـــــ ــــ ـــ ـــــــــ ـــ ـــــ ـــ ــــــ ـــ ـــــ ــــ ـــــــ ـــ ـــــ ــ ـــــــ ـــــ ــــ ـــ ـــــــــ ـــ ـــــ ـــ ــــــ ـــ ـــــ ــــ ـــــــ ـــ ـــــ ــ ـــــــ ـــــ ــــ ـــ ـــــــــ ـــ ـــــ (409, 28, 500, 96)
body-text-lines: ـــ ــــــ ـــ ـــــ ــــ ـــــــ ـــ ـــــ ــ ـــــــ ـــــ ــــ ـــ ـــــــــ ـــ ـــــ ـــ ــــــ ـــ ـــــ ــــ ـــــــ ـــ ـــــ ــ ـــــــ ـــــ ــــ ـــ ـــــــــ ـــ ـــــ (603, 788, 694, 822)
body-text-lines: ـــ ــــــ ـــ ـــــ ــــ ـــــــ ـــ ـــــ ــ ـــــــ ـــــ ــــ ـــ ـــــــــ ـــ ـــــ ـــ ــــــ ـــ ـــــ ــــ ـــــــ ـــ ـــــ ــ ـــــــ ـــــ ــــ ـــ ـــــــــ ـــ ـــــ ـــ ــــــ ـــ ـــــ ــــ ـــــــ ـــ ـــــ ــ ـــــــ ـــــ ــــ ـــ ـــــــــ ـــ ـــــ ـــ ــــــ ـــ ـــــ ــــ ـــــــ ـــ ـــــ ــ ـــــــ ـــــ ــــ ـــ ـــــــــ ـــ ـــــ (8, 498, 132, 549)
body-text: آقای آقا سید یعقوب (700, 479, 791, 496)
left-page (0, 0, 400, 809)
section-heading: حاج میرزا عبدالوهاب - (289, 306, 370, 316)
body-text: از اهالی (243, 18, 262, 25)
speaker-label: رئیس - (480, 99, 500, 107)
speaker-label: رئیس - (577, 824, 597, 832)
body-text-lines: ـــ ــــــ ـــ ـــــ ــــ ـــــــ ـــ ـــــ ــ ـــــــ ـــــ ــــ ـــ ـــــــــ ـــ ـــــ ـــ ــــــ ـــ ـــــ ــــ ـــــــ ـــ ـــــ ــ ـــــــ ـــــ ــــ ـــ ـــــــــ ـــ ـــــ ـــ ــــــ ـــ ـــــ ــــ ـــــــ ـــ ـــــ ــ ـــــــ ـــــ ــــ ـــ ـــــــــ ـــ ـــــ ـــ ــــــ ـــ ـــــ ــــ ـــــــ ـــ ـــــ ــ ـــــــ ـــــ ــــ ـــ ـــــــــ ـــ ـــــ (409, 669, 500, 738)
body-text-lines: ـــ ــــــ ـــ ـــــ ــــ ـــــــ ـــ ـــــ ــ ـــــــ ـــــ ــــ ـــ ـــــــــ ـــ ـــــ ـــ ــــــ ـــ ـــــ ــــ ـــــــ ـــ ـــــ ــ ـــــــ ـــــ ــــ ـــ ـــــــــ ـــ ـــــ (506, 507, 597, 541)
body-text-lines: ـــ ــــــ ـــ ـــــ ــــ ـــــــ ـــ ـــــ ــ ـــــــ ـــــ ــــ ـــ ـــــــــ ـــ ـــــ ـــ ــــــ ـــ ـــــ ــــ ـــــــ ـــ ـــــ ــ ـــــــ ـــــ ــــ ـــ ـــــــــ ـــ ـــــ ـــ ــــــ ـــ ـــــ ــــ ـــــــ ـــ ـــــ ــ ـــــــ ـــــ ــــ ـــ ـــــــــ ـــ ـــــ ـــ ــــــ ـــ ـــــ ــــ ـــــــ ـــ ـــــ ــ ـــــــ ـــــ ــــ ـــ ـــــــــ ـــ ـــــ (700, 644, 791, 721)
stage-note: (اظهار شد) (634, 780, 663, 787)
right-page-column (502, 18, 599, 1237)
body-text-lines: ـــ ــــــ ـــ ـــــ ــــ ـــــــ ـــ ـــــ ــ ـــــــ ـــــ ــــ ـــ ـــــــــ ـــ ـــــ ـــ ــــــ ـــ ـــــ ــــ ـــــــ ـــ ـــــ ــ ـــــــ ـــــ ــــ ـــ ـــــــــ ـــ ـــــ ـــ ــــــ ـــ ـــــ ــــ ـــــــ ـــ ـــــ ــ ـــــــ ـــــ ــــ ـــ ـــــــــ ـــ ـــــ ـــ ــــــ ـــ ـــــ ــــ ـــــــ ـــ ـــــ ــ ـــــــ ـــــ ــــ ـــ ـــــــــ ـــ ـــــ (506, 18, 597, 94)
body-text-lines: ـــ ــــــ ـــ ـــــ ــــ ـــــــ ـــ ـــــ ــ ـــــــ ـــــ ــــ ـــ ـــــــــ ـــ ـــــ ـــ ــــــ ـــ ـــــ ــــ ـــــــ ـــ ـــــ ــ ـــــــ ـــــ ــــ ـــ ـــــــــ ـــ ـــــ ـــ ــــــ ـــ ـــــ ــــ ـــــــ ـــ ـــــ ــ ـــــــ ـــــ ــــ ـــ ـــــــــ ـــ ـــــ ـــ ــــــ ـــ ـــــ ــــ ـــــــ ـــ ـــــ ــ ـــــــ ـــــ ــــ ـــ ـــــــــ ـــ ـــــ (409, 590, 500, 658)
stage-note: (اظهار شد) (315, 270, 344, 277)
right-page (400, 0, 800, 1236)
body-text-lines: ـــ ــــــ ـــ ـــــ ــــ ـــــــ ـــ ـــــ ــ ـــــــ ـــــ ــــ ـــ ـــــــــ ـــ ـــــ ـــ ــــــ ـــ ـــــ ــــ ـــــــ ـــ ـــــ ــ ـــــــ ـــــ ــــ ـــ ـــــــــ ـــ ـــــ ـــ ــــــ ـــ ـــــ ــــ ـــــــ ـــ ـــــ ــ ـــــــ ـــــ ــــ ـــ ـــــــــ ـــ ـــــ ـــ ــــــ ـــ ـــــ ــــ ـــــــ ـــ ـــــ ــ ـــــــ ـــــ ــــ ـــ ـــــــــ ـــ ـــــ (603, 107, 694, 176)
speaker-label: رئیس - (577, 665, 597, 673)
body-text-lines: ـــ ــــــ ـــ ـــــ ــــ ـــــــ ـــ ـــــ ــ ـــــــ ـــــ ــــ ـــ ـــــــــ ـــ ـــــ ـــ ــــــ ـــ ـــــ ــــ ـــــــ ـــ ـــــ ــ ـــــــ ـــــ ــــ ـــ ـــــــــ ـــ ـــــ (506, 629, 597, 663)
body-text-lines: ـــ ــــــ ـــ ـــــ ــــ ـــــــ ـــ ـــــ ــ ـــــــ ـــــ ــــ ـــ ـــــــــ ـــ ـــــ ـــ ــــــ ـــ ـــــ ــــ ـــــــ ـــ ـــــ ــ ـــــــ ـــــ ــــ ـــ ـــــــــ ـــ ـــــ ـــ ــــــ ـــ ـــــ ــــ ـــــــ ـــ ـــــ ــ ـــــــ ـــــ ــــ ـــ ـــــــــ ـــ ـــــ ـــ ــــــ ـــ ـــــ ــــ ـــــــ ـــ ـــــ ــ ـــــــ ـــــ ــــ ـــ ـــــــــ ـــ ـــــ (603, 588, 694, 656)
body-text: آقای آقا سید یعقوب (700, 636, 791, 652)
body-text-lines: ـــ ــــــ ـــ ـــــ ــــ ـــــــ ـــ ـــــ ــ ـــــــ ـــــ ــــ ـــ ـــــــــ ـــ ـــــ ـــ ــــــ ـــ ـــــ ــــ ـــــــ ـــ ـــــ ــ ـــــــ ـــــ ــــ ـــ ـــــــــ ـــ ـــــ ـــ ــــــ ـــ ـــــ ــــ ـــــــ ـــ ـــــ ــ ـــــــ ـــــ ــــ ـــ ـــــــــ ـــ ـــــ ـــ ــــــ ـــ ـــــ ــــ ـــــــ ـــ ـــــ ــ ـــــــ ـــــ ــــ ـــ ـــــــــ ـــ ـــــ (700, 331, 791, 408)
body-text-lines: ـــ ــــــ ـــ ـــــ ــــ ـــــــ ـــ ـــــ ــ ـــــــ ـــــ ــــ ـــ ـــــــــ ـــ ـــــ ـــ ــــــ ـــ ـــــ ــــ ـــــــ ـــ ـــــ ــ ـــــــ ـــــ ــــ ـــ ـــــــــ ـــ ـــــ ـــ ــــــ ـــ ـــــ ــــ ـــــــ ـــ ـــــ ــ ـــــــ ـــــ ــــ ـــ ـــــــــ ـــ ـــــ ـــ ــــــ ـــ ـــــ ــــ ـــــــ ـــ ـــــ ــ ـــــــ ـــــ ــــ ـــ ـــــــــ ـــ ـــــ (603, 264, 694, 332)
body-text: آقای آقا سید یعقوب (603, 168, 694, 184)
body-text-lines: ـــ ــــــ ـــ ـــــ ــــ ـــــــ ـــ ـــــ ــ ـــــــ ـــــ ــــ ـــ ـــــــــ ـــ ـــــ ـــ ــــــ ـــ ـــــ ــــ ـــــــ ـــ ـــــ ــ ـــــــ ـــــ ــــ ـــ ـــــــــ ـــ ـــــ (409, 466, 500, 500)
speaker-label: رئیس - (480, 20, 500, 27)
body-text-lines: ـــ ــــــ ـــ ـــــ ــــ ـــــــ ـــ ـــــ ــ ـــــــ ـــــ ــــ ـــ ـــــــــ ـــ ـــــ ـــ ــــــ ـــ ـــــ ــــ ـــــــ ـــ ـــــ ــ ـــــــ ـــــ ــــ ـــ ـــــــــ ـــ ـــــ ـــ ــــــ ـــ ـــــ ــــ ـــــــ ـــ ـــــ ــ ـــــــ ـــــ ــــ ـــ ـــــــــ ـــ ـــــ ـــ ــــــ ـــ ـــــ ــــ ـــــــ ـــ ـــــ ــ ـــــــ ـــــ ــــ ـــ ـــــــــ ـــ ـــــ (700, 488, 791, 564)
speaker-label: شیروانی - (764, 254, 791, 262)
body-text-lines: ـــ ــــــ ـــ ـــــ ــــ ـــــــ ـــ ـــــ ــ ـــــــ ـــــ ــــ ـــ ـــــــــ ـــ ـــــ ـــ ــــــ ـــ ـــــ ــــ ـــــــ ـــ ـــــ ــ ـــــــ ـــــ ــــ ـــ ـــــــــ ـــ ـــــ (603, 543, 694, 577)
speaker-label: رئیس - (771, 567, 791, 575)
body-text-lines: ـــ ــــــ ـــ ـــــ ــــ ـــــــ ـــ ـــــ ــ ـــــــ ـــــ ــــ ـــ ـــــــــ ـــ ـــــ ـــ ــــــ ـــ ـــــ ــــ ـــــــ ـــ ـــــ ــ ـــــــ ـــــ ــــ ـــ ـــــــــ ـــ ـــــ ـــ ــــــ ـــ ـــــ ــــ ـــــــ ـــ ـــــ ــ ـــــــ ـــــ ــــ ـــ ـــــــــ ـــ ـــــ ـــ ــــــ ـــ ـــــ ــــ ـــــــ ـــ ـــــ ــ ـــــــ ـــــ ــــ ـــ ـــــــــ ـــ ـــــ (138, 425, 262, 476)
body-text-lines: ـــ ــــــ ـــ ـــــ ــــ ـــــــ ـــ ـــــ ــ ـــــــ ـــــ ــــ ـــ ـــــــــ ـــ ـــــ ـــ ــــــ ـــ ـــــ ــــ ـــــــ ـــ ـــــ ــ ـــــــ ـــــ ــــ ـــ ـــــــــ ـــ ـــــ ـــ ــــــ ـــ ـــــ ــــ ـــــــ ـــ ـــــ ــ ـــــــ ـــــ ــــ ـــ ـــــــــ ـــ ـــــ ـــ ــــــ ـــ ـــــ ــــ ـــــــ ـــ ـــــ ــ ـــــــ ـــــ ــــ ـــ ـــــــــ ـــ ـــــ (700, 1168, 791, 1236)
speaker-label: رئیس - (242, 195, 262, 203)
speaker-label: رئیس - (371, 684, 391, 692)
stage-note: (اظهار شد) (440, 177, 468, 184)
section-heading: آقاشیخ جلال - (174, 541, 226, 552)
speaker-label: رئیس - (480, 221, 500, 229)
body-text-lines: ـــ ــــــ ـــ ـــــ ــــ ـــــــ ـــ ـــــ ــ ـــــــ ـــــ ــــ ـــ ـــــــــ ـــ ـــــ ـــ ــــــ ـــ ـــــ ــــ ـــــــ ـــ ـــــ ــ ـــــــ ـــــ ــــ ـــ ـــــــــ ـــ ـــــ ـــ ــــــ ـــ ـــــ ــــ ـــــــ ـــ ـــــ ــ ـــــــ ـــــ ــــ ـــ ـــــــــ ـــ ـــــ ـــ ــــــ ـــ ـــــ ــــ ـــــــ ـــ ـــــ ــ ـــــــ ـــــ ــــ ـــ ـــــــــ ـــ ـــــ (8, 249, 132, 300)
body-text-lines: ـــ ــــــ ـــ ـــــ ــــ ـــــــ ـــ ـــــ ــ ـــــــ ـــــ ــــ ـــ ـــــــــ ـــ ـــــ ـــ ــــــ ـــ ـــــ ــــ ـــــــ ـــ ـــــ ــ ـــــــ ـــــ ــــ ـــ ـــــــــ ـــ ـــــ ـــ ــــــ ـــ ـــــ ــــ ـــــــ ـــ ـــــ ــ ـــــــ ـــــ ــــ ـــ ـــــــــ ـــ ـــــ ـــ ــــــ ـــ ـــــ ــــ ـــــــ ـــ ـــــ ــ ـــــــ ـــــ ــــ ـــ ـــــــــ ـــ ـــــ (603, 386, 694, 455)
body-text-lines: ـــ ــــــ ـــ ـــــ ــــ ـــــــ ـــ ـــــ ــ ـــــــ ـــــ ــــ ـــ ـــــــــ ـــ ـــــ ـــ ــــــ ـــ ـــــ ــــ ـــــــ ـــ ـــــ ــ ـــــــ ـــــ ــــ ـــ ـــــــــ ـــ ـــــ ـــ ــــــ ـــ ـــــ ــــ ـــــــ ـــ ـــــ ــ ـــــــ ـــــ ــــ ـــ ـــــــــ ـــ ـــــ ـــ ــــــ ـــ ـــــ ــــ ـــــــ ـــ ـــــ ــ ـــــــ ـــــ ــــ ـــ ـــــــــ ـــ ـــــ (700, 174, 791, 251)
speaker-label: رئیس - (371, 622, 391, 630)
speaker-label: رئیس - (112, 178, 132, 186)
body-text-lines: ـــ ــــــ ـــ ـــــ ــــ ـــــــ ـــ ـــــ ــ ـــــــ ـــــ ــــ ـــ ـــــــــ ـــ ـــــ ـــ ــــــ ـــ ـــــ ــــ ـــــــ ـــ ـــــ ــ ـــــــ ـــــ ــــ ـــ ـــــــــ ـــ ـــــ ـــ ــــــ ـــ ـــــ ــــ ـــــــ ـــ ـــــ ــ ـــــــ ـــــ ــــ ـــ ـــــــــ ـــ ـــــ ـــ ــــــ ـــ ـــــ ــــ ـــــــ ـــ ـــــ ــ ـــــــ ـــــ ــــ ـــ ـــــــــ ـــ ـــــ (409, 107, 500, 176)
speaker-label: رئیس - (674, 824, 694, 832)
speaker-label: رئیس - (112, 20, 132, 27)
body-text-lines: ـــ ــــــ ـــ ـــــ ــــ ـــــــ ـــ ـــــ ــ ـــــــ ـــــ ــــ ـــ ـــــــــ ـــ ـــــ ـــ ــــــ ـــ ـــــ ــــ ـــــــ ـــ ـــــ ــ ـــــــ ـــــ ــــ ـــ ـــــــــ ـــ ـــــ ـــ ــــــ ـــ ـــــ ــــ ـــــــ ـــ ـــــ ــ ـــــــ ـــــ ــــ ـــ ـــــــــ ـــ ـــــ ـــ ــــــ ـــ ـــــ ــــ ـــــــ ـــ ـــــ ــ ـــــــ ـــــ ــــ ـــ ـــــــــ ـــ ـــــ (700, 732, 791, 800)
right-page-masthead: روزنامه رسمی کشور شاهنشاهی (541, 4, 652, 14)
right-page-session: دوره پنجم (406, 4, 440, 14)
body-text-lines: ـــ ــــــ ـــ ـــــ ــــ ـــــــ ـــ ـــــ ــ ـــــــ ـــــ ــــ ـــ ـــــــــ ـــ ـــــ ـــ ــــــ ـــ ـــــ ــــ ـــــــ ـــ ـــــ ــ ـــــــ ـــــ ــــ ـــ ـــــــــ ـــ ـــــ (506, 262, 597, 296)
speaker-label: رئیس - (371, 433, 391, 441)
speaker-label: رئیس - (112, 365, 132, 373)
body-text-lines: ـــ ــــــ ـــ ـــــ ــــ ـــــــ ـــ ـــــ ــ ـــــــ ـــــ ــــ ـــ ـــــــــ ـــ ـــــ ـــ ــــــ ـــ ـــــ ــــ ـــــــ ـــ ـــــ ــ ـــــــ ـــــ ــــ ـــ ـــــــــ ـــ ـــــ ـــ ــــــ ـــ ـــــ ــــ ـــــــ ـــ ـــــ ــ ـــــــ ـــــ ــــ ـــ ـــــــــ ـــ ـــــ ـــ ــــــ ـــ ـــــ ــــ ـــــــ ـــ ـــــ ــ ـــــــ ـــــ ــــ ـــ ـــــــــ ـــ ـــــ (138, 487, 262, 538)
body-text-lines: ـــ ــــــ ـــ ـــــ ــــ ـــــــ ـــ ـــــ ــ ـــــــ ـــــ ــــ ـــ ـــــــــ ـــ ـــــ ـــ ــــــ ـــ ـــــ ــــ ـــــــ ـــ ـــــ ــ ـــــــ ـــــ ــــ ـــ ـــــــــ ـــ ـــــ ـــ ــــــ ـــ ـــــ ــــ ـــــــ ـــ ـــــ ــ ـــــــ ـــــ ــــ ـــ ـــــــــ ـــ ـــــ ـــ ــــــ ـــ ـــــ ــــ ـــــــ ـــ ـــــ ــ ـــــــ ـــــ ــــ ـــ ـــــــــ ـــ ـــــ (268, 317, 391, 368)
body-text-lines: ـــ ــــــ ـــ ـــــ ــــ ـــــــ ـــ ـــــ ــ ـــــــ ـــــ ــــ ـــ ـــــــــ ـــ ـــــ ـــ ــــــ ـــ ـــــ ــــ ـــــــ ـــ ـــــ ــ ـــــــ ـــــ ــــ ـــ ـــــــــ ـــ ـــــ ـــ ــــــ ـــ ـــــ ــــ ـــــــ ـــ ـــــ ــ ـــــــ ـــــ ــــ ـــ ـــــــــ ـــ ـــــ ـــ ــــــ ـــ ـــــ ــــ ـــــــ ـــ ـــــ ــ ـــــــ ـــــ ــــ ـــ ـــــــــ ـــ ـــــ (506, 552, 597, 620)
right-page-column (697, 18, 794, 1237)
body-text-lines: ـــ ــــــ ـــ ـــــ ــــ ـــــــ ـــ ـــــ ــ ـــــــ ـــــ ــــ ـــ ـــــــــ ـــ ـــــ ـــ ــــــ ـــ ـــــ ــــ ـــــــ ـــ ـــــ ــ ـــــــ ـــــ ــــ ـــ ـــــــــ ـــ ـــــ ـــ ــــــ ـــ ـــــ ــــ ـــــــ ـــ ـــــ ــ ـــــــ ـــــ ــــ ـــ ـــــــــ ـــ ـــــ ـــ ــــــ ـــ ـــــ ــــ ـــــــ ـــ ـــــ ــ ـــــــ ـــــ ــــ ـــ ـــــــــ ـــ ـــــ (409, 230, 500, 298)
speaker-label: آقا سید یعقوب - (553, 543, 597, 551)
speaker-label: رئیس - (577, 299, 597, 306)
speaker-label: رئیس - (771, 724, 791, 732)
